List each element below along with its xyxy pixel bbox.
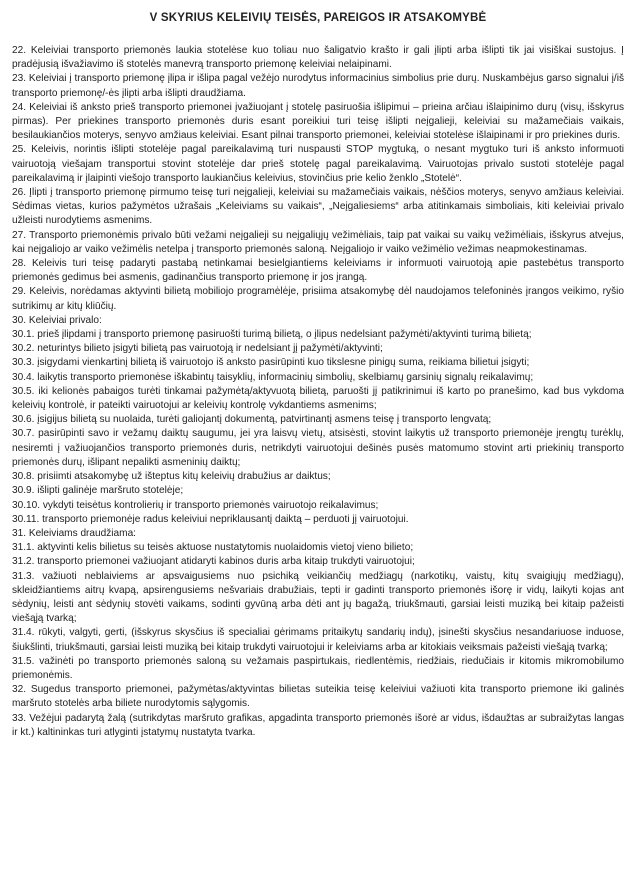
paragraph: 30.8. prisiimti atsakomybę už išteptus kitų keleivių drabužius ar daiktus; xyxy=(12,471,331,483)
paragraph: 30. Keleiviai privalo: xyxy=(12,314,102,326)
section-heading: V SKYRIUS KELEIVIŲ TEISĖS, PAREIGOS IR ATSAKOMYBĖ xyxy=(149,12,487,24)
paragraph: 30.1. prieš įlipdami į transporto priemonę pasiruošti turimą bilietą, o įlipus nedelsiant pažymėti/aktyvinti turimą bilietą; xyxy=(12,329,532,341)
paragraph: 30.7. pasirūpinti savo ir vežamų daiktų saugumu, jei yra laisvų vietų, atsisėsti, stovint laikytis už transporto priemonėje įrengtų turėklų, nesiremti į važiuojančios transporto priemonės duris, netrikdyti vairuotojui dešinės pusės matomumo stovint arti priekinių transporto priemonės durų, išlipant nepalikti asmeninių daiktų; xyxy=(12,428,624,468)
paragraph: 31. Keleiviams draudžiama: xyxy=(12,527,136,539)
paragraph: 24. Keleiviai iš anksto prieš transporto priemonei įvažiuojant į stotelę pasiruošia išlipimui – prieina arčiau išlaipinimo durų (visų, išskyrus pirmas). Per priekines transporto priemonės duris esant poreikiui turi teisę išlipti neįgalieji, keleiviai su mažamečiais vaikais, besilaukiančios moterys, senyvo amžiaus keleiviai. Esant pilnai transporto priemonei, keleiviai stotelėse išlaipinami ir pro priekines duris. xyxy=(12,101,624,142)
paragraph: 31.4. rūkyti, valgyti, gerti, (išskyrus skysčius iš specialiai gėrimams pritaikytų sandarių indų), įsinešti skysčius nesandariuose induose, šiukšlinti, triukšmauti, garsiai leisti muziką bei kitaip trukdyti vairuotojui ir keleiviams arba ar kitokiais veiksmais pažeisti viešąją tvarką; xyxy=(12,627,624,653)
paragraph: 33. Vežėjui padarytą žalą (sutrikdytas maršruto grafikas, apgadinta transporto priemonės išorė ar vidus, išdaužtas ar subraižytas langas ir kt.) kaltininkas turi atlyginti įstatymų nustatyta tvarka. xyxy=(12,712,624,738)
paragraph: 30.10. vykdyti teisėtus kontrolierių ir transporto priemonės vairuotojo reikalavimus; xyxy=(12,499,379,511)
paragraph: 31.2. transporto priemonei važiuojant atidaryti kabinos duris arba kitaip trukdyti vairuotojui; xyxy=(12,556,415,568)
paragraph: 30.4. laikytis transporto priemonėse iškabintų taisyklių, informacinių simbolių, skelbiamų garsinių signalų reikalavimų; xyxy=(12,371,534,383)
paragraph: 30.2. neturintys bilieto įsigyti bilietą pas vairuotoją ir nedelsiant jį pažymėti/aktyvinti; xyxy=(12,343,383,355)
paragraph: 29. Keleivis, norėdamas aktyvinti bilietą mobiliojo programėlėje, prisiima atsakomybę dėl naudojamos telefoninės įrangos veikimo, ryšio sutrikimų ar kitų kliūčių. xyxy=(12,286,624,312)
paragraph-list xyxy=(12,44,624,740)
paragraph: 28. Keleivis turi teisę padaryti pastabą netinkamai besielgiantiems keleiviams ir informuoti vairuotoją apie pastebėtus transporto priemonės gedimus bei asmenis, gadinančius transporto priemonę ir jos įrangą. xyxy=(12,258,624,284)
paragraph: 31.5. važinėti po transporto priemonės saloną su vežamais paspirtukais, riedlentėmis, riedžiais, riedučiais ir kitomis mikromobilumo priemonėmis. xyxy=(12,655,624,681)
paragraph: 30.3. įsigydami vienkartinį bilietą iš vairuotojo iš anksto pasirūpinti kuo tikslesne pinigų suma, reikiama bilietui įsigyti; xyxy=(12,357,530,369)
paragraph: 22. Keleiviai transporto priemonės laukia stotelėse kuo toliau nuo šaligatvio krašto ir gali įlipti arba išlipti tik jai visiškai sustojus. Į pradėjusią išvažiavimo iš stotelės manevrą transporto priemonę keleiviai nelaipinami. xyxy=(12,45,624,71)
paragraph: 30.11. transporto priemonėje radus keleiviui nepriklausantį daiktą – perduoti jį vairuotojui. xyxy=(12,513,409,525)
paragraph: 23. Keleiviai į transporto priemonę įlipa ir išlipa pagal vežėjo nurodytus informacinius simbolius prie durų. Nuskambėjus garso signalui į/iš transporto priemonę/-ės įlipti arba išlipti draudžiama. xyxy=(12,73,624,99)
paragraph: 30.6. įsigijus bilietą su nuolaida, turėti galiojantį dokumentą, patvirtinantį asmens teisę į transporto lengvatą; xyxy=(12,414,492,426)
paragraph: 31.1. aktyvinti kelis bilietus su teisės aktuose nustatytomis nuolaidomis vietoj vieno bilieto; xyxy=(12,542,414,554)
paragraph: 30.5. iki kelionės pabaigos turėti tinkamai pažymėtą/aktyvuotą bilietą, paruošti jį patikrinimui iš karto po pranešimo, kad bus vykdoma keleivių kontrolė, ir pateikti vairuotojui ar keleivių kontrolę vykdantiems asmenims; xyxy=(12,385,624,412)
paragraph: 27. Transporto priemonėmis privalo būti vežami neįgalieji su neįgaliųjų vežimėliais, taip pat vaikai su vaikų vežimėliais, išskyrus atvejus, kai neįgaliojo ar vaiko vežimėlis netelpa į transporto priemonės saloną. Neįgaliojo ir vaiko vežimėlio vežimas neapmokestinamas. xyxy=(12,229,624,255)
paragraph: 31.3. važiuoti neblaiviems ar apsvaigusiems nuo psichiką veikiančių medžiagų (narkotikų, vaistų, kitų svaigiųjų medžiagų), skleidžiantiems aitrų kvapą, apsirengusiems nešvariais drabužiais, tepti ir gadinti transporto priemonės išorę ir vidų, laikyti kojas ant sėdynių, leisti ant sėdynių stovėti vaikams, sodinti gyvūną arba dėti ant jų bagažą, triukšmauti, garsiai leisti muziką bei kitaip pažeisti viešąją tvarką; xyxy=(12,570,624,625)
paragraph: 25. Keleivis, norintis išlipti stotelėje pagal pareikalavimą turi nuspausti STOP mygtuką, o nesant mygtuko turi iš anksto informuoti vairuotoją viešajam transportui stovint stotelėje dar prieš stotelę pagal pareikalavimą. Vairuotojas privalo sustoti stotelėje pagal pareikalavimą ir įlaipinti viešojo transporto laukiančius keleivius, stovinčius prie kelio ženklo „Stotelė“. xyxy=(12,144,624,184)
paragraph: 26. Įlipti į transporto priemonę pirmumo teisę turi neįgalieji, keleiviai su mažamečiais vaikais, nėščios moterys, senyvo amžiaus keleiviai. Sėdimas vietas, kurios pažymėtos užrašais „Keleiviams su vaikais“, „Neįgaliesiems“ arba atitinkamais simboliais, kiti keleiviai privalo užleisti nurodytiems asmenims. xyxy=(12,187,624,227)
paragraph: 30.9. išlipti galinėje maršruto stotelėje; xyxy=(12,485,184,497)
paragraph: 32. Sugedus transporto priemonei, pažymėtas/aktyvintas bilietas suteikia teisę keleiviui važiuoti kita transporto priemone iki galinės maršruto stotelės arba biliete nurodytomis sąlygomis. xyxy=(12,684,624,710)
